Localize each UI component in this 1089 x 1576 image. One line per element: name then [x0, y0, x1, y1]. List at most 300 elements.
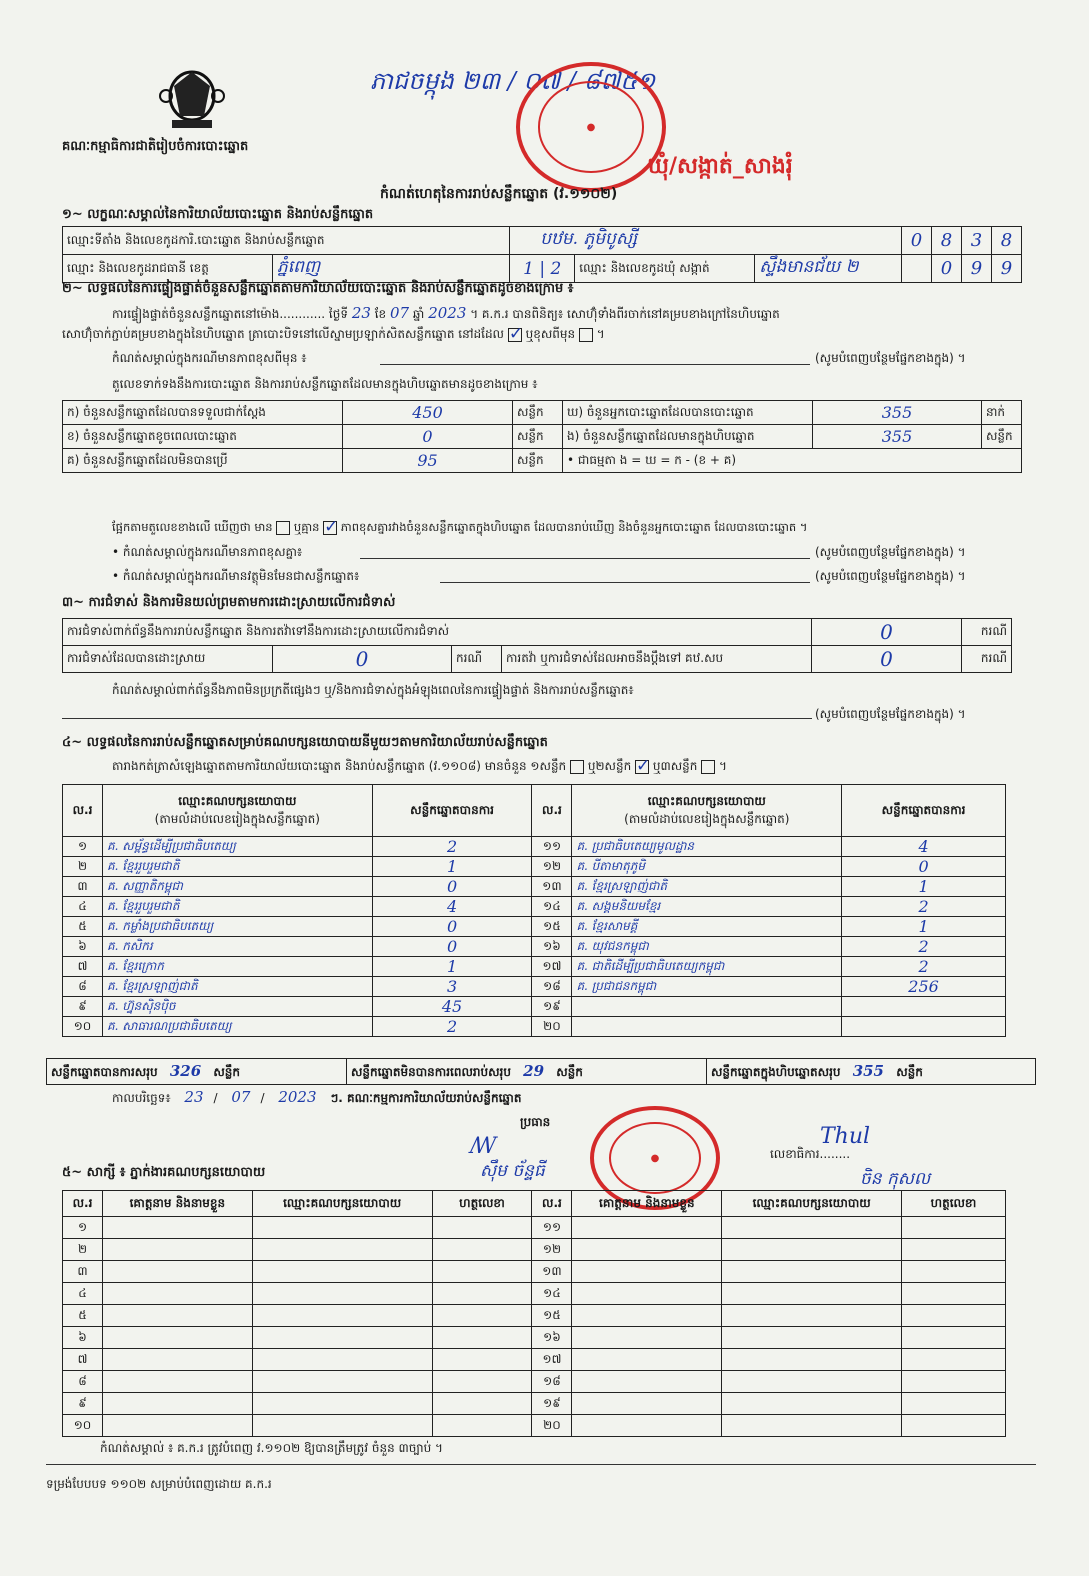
- witness-name-cell[interactable]: [102, 1217, 252, 1239]
- col-name: គោត្តនាម និងនាមខ្លួន: [572, 1191, 722, 1217]
- party-name: គ. ខ្មែររួបរួមជាតិ: [102, 897, 372, 917]
- form-title: កំណត់ហេតុនៃការរាប់សន្លឹកឆ្នោត (វ.១១០២): [380, 186, 618, 202]
- party-name: [572, 997, 842, 1017]
- totals-table: [46, 1058, 1036, 1085]
- handwritten-reference: ភាជចម្កុង ២៣ / ០៧ / ៨៧៥១: [370, 67, 656, 95]
- total-box-unit: សន្លឹក: [896, 1064, 923, 1079]
- witness-name-cell[interactable]: [102, 1415, 252, 1437]
- witness-party-cell[interactable]: [252, 1217, 432, 1239]
- witness-sign-cell[interactable]: [432, 1305, 532, 1327]
- row-no: ១៦: [532, 937, 572, 957]
- resolved-unit: ករណី: [452, 646, 502, 673]
- changed-label: ឬខុសពីមុន: [525, 327, 576, 341]
- witness-party-cell[interactable]: [252, 1371, 432, 1393]
- row-no: ១១: [532, 1217, 572, 1239]
- row-no: ៦: [63, 1327, 103, 1349]
- witness-party-cell[interactable]: [722, 1349, 902, 1371]
- party-name: គ. ខ្មែរស្រឡាញ់ជាតិ: [102, 977, 372, 997]
- witness-name-cell[interactable]: [572, 1415, 722, 1437]
- table-row: [63, 917, 1006, 937]
- row-no: ២០: [532, 1017, 572, 1037]
- witness-party-cell[interactable]: [722, 1217, 902, 1239]
- party-name: គ. សង្គមនិយមខ្មែរ: [572, 897, 842, 917]
- witness-name-cell[interactable]: [572, 1349, 722, 1371]
- three-sheet-checkbox[interactable]: [701, 760, 715, 774]
- row-no: ១៦: [532, 1327, 572, 1349]
- table-row: [63, 897, 1006, 917]
- witness-party-cell[interactable]: [252, 1349, 432, 1371]
- diff-text-a: ផ្អែកតាមតួលេខខាងលើ ឃើញថា មាន: [112, 520, 273, 534]
- figure-label: គ) ចំនួនសន្លឹកឆ្នោតដែលមិនបានប្រើ: [63, 449, 343, 473]
- witness-sign-cell[interactable]: [432, 1261, 532, 1283]
- witness-sign-cell[interactable]: [902, 1283, 1006, 1305]
- table-row: [63, 1017, 1006, 1037]
- col-party: [102, 785, 372, 837]
- party-name: គ. កសិករ: [102, 937, 372, 957]
- row-no: ៤: [63, 1283, 103, 1305]
- figure-label: ខ) ចំនួនសន្លឹកឆ្នោតខូចពេលបោះឆ្នោត: [63, 425, 343, 449]
- date-month: 07: [231, 1088, 251, 1106]
- row-no: ៤: [63, 897, 103, 917]
- footer-divider: [46, 1464, 1036, 1465]
- col-party: ឈ្មោះគណបក្សនយោបាយ: [252, 1191, 432, 1217]
- row-no: ១៤: [532, 897, 572, 917]
- one-sheet-checkbox[interactable]: [570, 760, 584, 774]
- row-no: ៧: [63, 957, 103, 977]
- verification-line: [112, 304, 780, 324]
- note-line: [360, 558, 810, 559]
- table-row: [63, 937, 1006, 957]
- irregularity-note: កំណត់សម្គាល់ពាក់ព័ន្ធនឹងភាពមិនប្រក្រតីផ្សេងៗ ឬ/និងការជំទាស់ក្នុងអំឡុងពេលនៃការផ្ទៀងផ្ទាត់ និងការរាប់សន្លឹកឆ្នោត៖: [112, 683, 634, 697]
- total-invalid-unit: សន្លឹក: [556, 1064, 583, 1079]
- row-no: ១៨: [532, 977, 572, 997]
- commune-label: ឈ្មោះ និងលេខកូដឃុំ សង្កាត់: [575, 255, 755, 283]
- row-no: ៩: [63, 1393, 103, 1415]
- total-valid-label: សន្លឹកឆ្នោតបានការសរុប: [51, 1064, 158, 1079]
- witness-name-cell[interactable]: [102, 1239, 252, 1261]
- verification-month: 07: [390, 304, 410, 322]
- row-no: ៣: [63, 877, 103, 897]
- col-party-sub: (តាមលំដាប់លេខរៀងក្នុងសន្លឹកឆ្នោត): [624, 811, 790, 826]
- witness-sign-cell[interactable]: [902, 1305, 1006, 1327]
- objections-table: [62, 618, 1012, 673]
- witness-sign-cell[interactable]: [432, 1415, 532, 1437]
- foreign-object-note: • កំណត់សម្គាល់ក្នុងករណីមានវត្ថុមិនមែនជាសន្លឹកឆ្នោត៖: [112, 569, 360, 583]
- witness-sign-cell[interactable]: [902, 1349, 1006, 1371]
- objection-label: ការជំទាស់ពាក់ព័ន្ធនឹងការរាប់សន្លឹកឆ្នោត និងការតវ៉ាទៅនឹងការដោះស្រាយលើការជំទាស់: [63, 619, 812, 646]
- row-no: ៣: [63, 1261, 103, 1283]
- section2-title: ២~ លទ្ធផលនៃការផ្ទៀងផ្ទាត់ចំនួនសន្លឹកឆ្នោតតាមការិយាល័យបោះឆ្នោត និងរាប់សន្លឹកឆ្នោតដូចខាងក្រោម ៖: [62, 281, 574, 296]
- figure-value: 355: [813, 401, 982, 425]
- vote-count: 1: [372, 957, 532, 977]
- party-name: គ. សាធារណប្រជាធិបតេយ្យ: [102, 1017, 372, 1037]
- vote-count: 2: [372, 837, 532, 857]
- section4-intro-line: តារាងកត់ត្រាសំឡេងឆ្នោតតាមការិយាល័យបោះឆ្នោត និងរាប់សន្លឹកឆ្នោត (វ.១១០៨) មានចំនួន ១សន្លឹក ឬ២សន្លឹក ✓ ឬ៣សន្លឹក ។: [112, 758, 727, 776]
- witness-sign-cell[interactable]: [902, 1393, 1006, 1415]
- vote-count: [842, 997, 1006, 1017]
- figures-table: [62, 400, 1022, 473]
- witness-name-cell[interactable]: [102, 1283, 252, 1305]
- table-row: [63, 1283, 1006, 1305]
- witness-sign-cell[interactable]: [432, 1239, 532, 1261]
- witness-party-cell[interactable]: [252, 1415, 432, 1437]
- witness-name-cell[interactable]: [572, 1393, 722, 1415]
- witness-party-cell[interactable]: [252, 1283, 432, 1305]
- org-name: គណៈកម្មាធិការជាតិរៀបចំការបោះឆ្នោត: [62, 139, 249, 154]
- no-difference-checkbox[interactable]: [323, 521, 337, 535]
- row-no: ៨: [63, 977, 103, 997]
- witness-sign-cell[interactable]: [902, 1415, 1006, 1437]
- vote-count: 2: [842, 897, 1006, 917]
- table-row: [63, 1217, 1006, 1239]
- commune-value: ស្ទឹងមានជ័យ ២: [755, 255, 902, 283]
- witness-party-cell[interactable]: [722, 1283, 902, 1305]
- witness-party-cell[interactable]: [252, 1239, 432, 1261]
- col-party-title: ឈ្មោះគណបក្សនយោបាយ: [647, 793, 766, 808]
- date-year: 2023: [278, 1088, 317, 1106]
- party-name: គ. ខ្មែរស្រឡាញ់ជាតិ: [572, 877, 842, 897]
- witness-table: [62, 1190, 1006, 1437]
- col-votes: សន្លឹកឆ្នោតបានការ: [842, 785, 1006, 837]
- table-row: [63, 1239, 1006, 1261]
- date-tail: ៗ. គណៈកម្មការការិយាល័យរាប់សន្លឹកឆ្នោត: [330, 1091, 522, 1105]
- commune-digit: 0: [932, 255, 962, 283]
- witness-name-cell[interactable]: [572, 1371, 722, 1393]
- section5-title: ៥~ សាក្សី ៖ ភ្នាក់ងារគណបក្សនយោបាយ: [62, 1165, 266, 1180]
- footnote: កំណត់សម្គាល់ ៖ គ.ក.រ ត្រូវបំពេញ វ.១១០២ ឱ្យបានត្រឹមត្រូវ ចំនួន ៣ច្បាប់ ។: [100, 1441, 443, 1455]
- location-label: ឈ្មោះទីតាំង និងលេខកូដការិ.បោះឆ្នោត និងរាប់សន្លឹកឆ្នោត: [63, 227, 510, 255]
- official-stamp-bottom: ●: [590, 1106, 720, 1210]
- row-no: ៦: [63, 937, 103, 957]
- seal-text: សោហ៊ុំចាក់ភ្ជាប់គម្របខាងក្នុងនៃហិបឆ្នោត ត្រាបោះបិទនៅលើស្នាមប្រឡាក់សិតសន្លឹកឆ្នោត នៅដដែល: [62, 327, 504, 341]
- col-party-title: ឈ្មោះគណបក្សនយោបាយ: [178, 793, 297, 808]
- figure-value: 95: [343, 449, 513, 473]
- two-sheet-checkbox[interactable]: [635, 760, 649, 774]
- witness-party-cell[interactable]: [722, 1239, 902, 1261]
- col-no: ល.រ: [532, 1191, 572, 1217]
- col-party-sub: (តាមលំដាប់លេខរៀងក្នុងសន្លឹកឆ្នោត): [154, 811, 320, 826]
- row-no: ១: [63, 1217, 103, 1239]
- secretary-signature: Thul: [820, 1124, 871, 1149]
- witness-sign-cell[interactable]: [432, 1371, 532, 1393]
- figure-label: ក) ចំនួនសន្លឹកឆ្នោតដែលបានទទួលជាក់ស្តែង: [63, 401, 343, 425]
- chair-signature: ꟿ: [470, 1134, 497, 1159]
- figure-unit: សន្លឹក: [513, 425, 563, 449]
- section3-title: ៣~ ការជំទាស់ និងការមិនយល់ព្រមតាមការដោះស្រាយលើការជំទាស់: [62, 595, 396, 610]
- verification-year: 2023: [428, 304, 467, 322]
- secretary-name: ចិន កុសល: [860, 1169, 931, 1189]
- province-code-digit: 1 | 2: [510, 255, 575, 283]
- witness-name-cell[interactable]: [102, 1261, 252, 1283]
- location-value: បឋម. ភូមិបូស្សី: [510, 227, 902, 255]
- witness-party-cell[interactable]: [252, 1327, 432, 1349]
- col-no: ល.រ: [532, 785, 572, 837]
- total-valid-value: 326: [169, 1061, 202, 1080]
- table-row: [63, 1305, 1006, 1327]
- row-no: ១៥: [532, 1305, 572, 1327]
- figure-unit: សន្លឹក: [982, 425, 1022, 449]
- vote-count: [842, 1017, 1006, 1037]
- appeal-label: ការតវ៉ា ឬការជំទាស់ដែលអាចនឹងប្តឹងទៅ គឋ.សប: [502, 646, 812, 673]
- witness-sign-cell[interactable]: [432, 1349, 532, 1371]
- vote-count: 0: [372, 877, 532, 897]
- row-no: ៧: [63, 1349, 103, 1371]
- verification-day: 23: [351, 304, 371, 322]
- total-box-label: សន្លឹកឆ្នោតក្នុងហិបឆ្នោតសរុប: [711, 1064, 841, 1079]
- fill-hint: (សូមបំពេញបន្ថែមផ្នែកខាងក្នុង) ។: [815, 707, 966, 721]
- row-no: ១៨: [532, 1371, 572, 1393]
- changed-checkbox[interactable]: [579, 328, 593, 342]
- figure-unit: នាក់: [982, 401, 1022, 425]
- witness-name-cell[interactable]: [572, 1217, 722, 1239]
- row-no: ១៣: [532, 1261, 572, 1283]
- row-no: ២: [63, 857, 103, 877]
- figure-value: 355: [813, 425, 982, 449]
- table-row: [63, 1261, 1006, 1283]
- witness-sign-cell[interactable]: [902, 1327, 1006, 1349]
- total-valid-unit: សន្លឹក: [213, 1064, 240, 1079]
- vote-count: 1: [842, 877, 1006, 897]
- witness-name-cell[interactable]: [102, 1349, 252, 1371]
- col-votes: សន្លឹកឆ្នោតបានការ: [372, 785, 532, 837]
- vote-count: 0: [372, 917, 532, 937]
- total-box-cell: [707, 1059, 1036, 1085]
- figure-label: ង) ចំនួនសន្លឹកឆ្នោតដែលមានក្នុងហិបឆ្នោត: [563, 425, 813, 449]
- appeal-unit: ករណី: [962, 646, 1012, 673]
- total-invalid-cell: [347, 1059, 707, 1085]
- seal-line: សោហ៊ុំចាក់ភ្ជាប់គម្របខាងក្នុងនៃហិបឆ្នោត ត្រាបោះបិទនៅលើស្នាមប្រឡាក់សិតសន្លឹកឆ្នោត នៅដដែល ✓ ឬខុសពីមុន ។: [62, 326, 605, 344]
- total-box-value: 355: [852, 1061, 884, 1080]
- figure-unit: សន្លឹក: [513, 449, 563, 473]
- witness-sign-cell[interactable]: [902, 1371, 1006, 1393]
- row-no: ១៣: [532, 877, 572, 897]
- diff-text-c: ភាពខុសគ្នារវាងចំនួនសន្លឹកឆ្នោតក្នុងហិបឆ្នោត ដែលបានរាប់ឃើញ និងចំនួនអ្នកបោះឆ្នោត ដែលបានបោះឆ្នោត ។: [340, 520, 808, 534]
- three-sheet-label: ឬ៣សន្លឹក: [652, 759, 698, 773]
- location-digit: 8: [992, 227, 1022, 255]
- figure-value: 450: [343, 401, 513, 425]
- table-row: [63, 977, 1006, 997]
- vote-count: 2: [842, 937, 1006, 957]
- vote-count: 3: [372, 977, 532, 997]
- row-no: ១២: [532, 857, 572, 877]
- row-no: ៥: [63, 917, 103, 937]
- col-name: គោត្តនាម និងនាមខ្លួន: [102, 1191, 252, 1217]
- witness-party-cell[interactable]: [722, 1305, 902, 1327]
- party-name: គ. កម្លាំងប្រជាធិបតេយ្យ: [102, 917, 372, 937]
- witness-party-cell[interactable]: [722, 1393, 902, 1415]
- col-party: ឈ្មោះគណបក្សនយោបាយ: [722, 1191, 902, 1217]
- section4-intro: តារាងកត់ត្រាសំឡេងឆ្នោតតាមការិយាល័យបោះឆ្នោត និងរាប់សន្លឹកឆ្នោត (វ.១១០៨) មានចំនួន ១សន្លឹក: [112, 759, 567, 773]
- vote-count: 0: [372, 937, 532, 957]
- party-name: [572, 1017, 842, 1037]
- witness-name-cell[interactable]: [102, 1327, 252, 1349]
- witness-party-cell[interactable]: [252, 1261, 432, 1283]
- party-name: គ. បីតាមាតុភូមិ: [572, 857, 842, 877]
- witness-party-cell[interactable]: [722, 1371, 902, 1393]
- chair-name: ស៊ឹម ច័ន្ទធី: [480, 1161, 545, 1181]
- section1-table: [62, 226, 1022, 283]
- official-stamp-top: ●: [516, 62, 666, 192]
- commune-digit: 9: [992, 255, 1022, 283]
- table-row: [63, 1371, 1006, 1393]
- row-no: ៨: [63, 1371, 103, 1393]
- vote-count: 2: [372, 1017, 532, 1037]
- col-party: [572, 785, 842, 837]
- objection-value: 0: [812, 619, 962, 646]
- province-label: ឈ្មោះ និងលេខកូដរាជធានី ខេត្ត: [63, 255, 273, 283]
- resolved-label: ការជំទាស់ដែលបានដោះស្រាយ: [63, 646, 273, 673]
- total-invalid-label: សន្លឹកឆ្នោតមិនបានការពេលរាប់សរុប: [351, 1064, 511, 1079]
- formula: • ជាធម្មតា ង = ឃ = ក - (ខ + គ): [563, 449, 1022, 473]
- difference-line: [112, 520, 807, 537]
- verification-text: ការផ្ទៀងផ្ទាត់ចំនួនសន្លឹកឆ្នោតនៅម៉ោង............ ថ្ងៃទី: [112, 307, 348, 321]
- appeal-value: 0: [812, 646, 962, 673]
- party-name: គ. ប្រជាជនកម្ពុជា: [572, 977, 842, 997]
- section1-title: ១~ លក្ខណៈសម្គាល់នៃការិយាល័យបោះឆ្នោត និងរាប់សន្លឹកឆ្នោត: [62, 207, 374, 222]
- diff-text-b: ឬគ្មាន: [293, 520, 320, 534]
- figure-label: ឃ) ចំនួនអ្នកបោះឆ្នោតដែលបានបោះឆ្នោត: [563, 401, 813, 425]
- resolved-value: 0: [273, 646, 452, 673]
- vote-count: 45: [372, 997, 532, 1017]
- secretary-label-text: លេខាធិការ: [770, 1147, 820, 1161]
- witness-sign-cell[interactable]: [432, 1393, 532, 1415]
- witness-name-cell[interactable]: [572, 1283, 722, 1305]
- witness-sign-cell[interactable]: [432, 1283, 532, 1305]
- location-digit: 3: [962, 227, 992, 255]
- witness-name-cell[interactable]: [572, 1327, 722, 1349]
- party-name: គ. ខ្មែរក្រោក: [102, 957, 372, 977]
- row-no: ១៩: [532, 997, 572, 1017]
- row-no: ២: [63, 1239, 103, 1261]
- witness-sign-cell[interactable]: [902, 1217, 1006, 1239]
- row-no: ១៧: [532, 957, 572, 977]
- vote-count: 2: [842, 957, 1006, 977]
- footer: ទម្រង់បែបបទ ១១០២ សម្រាប់បំពេញដោយ គ.ក.រ: [46, 1477, 272, 1491]
- date-line: កាលបរិច្ឆេទ៖ 23 / 07 / 2023 ៗ. គណៈកម្មការការិយាល័យរាប់សន្លឹកឆ្នោត: [112, 1088, 522, 1106]
- witness-name-cell[interactable]: [102, 1305, 252, 1327]
- witness-sign-cell[interactable]: [902, 1261, 1006, 1283]
- note-line: [380, 364, 810, 365]
- table-row: [63, 877, 1006, 897]
- table-row: [63, 857, 1006, 877]
- row-no: ១៥: [532, 917, 572, 937]
- party-name: គ. ប្រជាធិបតេយ្យមូលដ្ឋាន: [572, 837, 842, 857]
- figure-unit: សន្លឹក: [513, 401, 563, 425]
- row-no: ១២: [532, 1239, 572, 1261]
- total-valid-cell: [47, 1059, 347, 1085]
- note-line: [440, 582, 810, 583]
- witness-sign-cell[interactable]: [432, 1327, 532, 1349]
- fill-hint: (សូមបំពេញបន្ថែមផ្នែកខាងក្នុង) ។: [815, 545, 966, 559]
- secretary-label: លេខាធិការ........: [770, 1147, 851, 1161]
- province-value: ភ្នំពេញ: [273, 255, 510, 283]
- witness-party-cell[interactable]: [252, 1393, 432, 1415]
- figure-value: 0: [343, 425, 513, 449]
- table-row: [63, 1393, 1006, 1415]
- commune-digit: 9: [962, 255, 992, 283]
- table-row: [63, 1327, 1006, 1349]
- col-no: ល.រ: [63, 1191, 103, 1217]
- location-digit: 8: [932, 227, 962, 255]
- year-label: ឆ្នាំ: [412, 307, 425, 321]
- has-difference-checkbox[interactable]: [276, 521, 290, 535]
- table-row: [63, 1349, 1006, 1371]
- vote-count: 1: [372, 857, 532, 877]
- two-sheet-label: ឬ២សន្លឹក: [587, 759, 632, 773]
- party-name: គ. សម្ព័ន្ធដើម្បីប្រជាធិបតេយ្យ: [102, 837, 372, 857]
- row-no: ១១: [532, 837, 572, 857]
- party-name: គ. ខ្មែររួបរួមជាតិ: [102, 857, 372, 877]
- figures-intro: តួលេខទាក់ទងនឹងការបោះឆ្នោត និងការរាប់សន្លឹកឆ្នោតដែលមានក្នុងហិបឆ្នោតមានដូចខាងក្រោម ៖: [112, 377, 538, 391]
- chair-label: ប្រធាន: [520, 1115, 551, 1129]
- commune-digit-spacer: [902, 255, 932, 283]
- witness-sign-cell[interactable]: [902, 1239, 1006, 1261]
- unchanged-checkbox[interactable]: [508, 328, 522, 342]
- table-row: [63, 837, 1006, 857]
- row-no: ៥: [63, 1305, 103, 1327]
- party-name: គ. ជាតិដើម្បីប្រជាធិបតេយ្យកម្ពុជា: [572, 957, 842, 977]
- vote-count: 0: [842, 857, 1006, 877]
- witness-name-cell[interactable]: [572, 1305, 722, 1327]
- witness-name-cell[interactable]: [102, 1393, 252, 1415]
- party-name: គ. ហ្វ៊ុនស៊ិនប៉ិច: [102, 997, 372, 1017]
- difference-note: • កំណត់សម្គាល់ក្នុងករណីមានភាពខុសគ្នា៖: [112, 545, 303, 559]
- witness-party-cell[interactable]: [252, 1305, 432, 1327]
- vote-count: 256: [842, 977, 1006, 997]
- row-no: ២០: [532, 1415, 572, 1437]
- location-digit: 0: [902, 227, 932, 255]
- col-sign: ហត្ថលេខា: [432, 1191, 532, 1217]
- vote-count: 4: [842, 837, 1006, 857]
- results-table: [62, 784, 1006, 1037]
- section4-title: ៤~ លទ្ធផលនៃការរាប់សន្លឹកឆ្នោតសម្រាប់គណបក្សនយោបាយនីមួយៗតាមការិយាល័យរាប់សន្លឹកឆ្នោត: [62, 735, 548, 750]
- emblem-icon: [152, 66, 232, 132]
- vote-count: 4: [372, 897, 532, 917]
- witness-name-cell[interactable]: [572, 1261, 722, 1283]
- red-handwritten-label: ឃុំ/សង្កាត់_សាងរុំ: [648, 154, 793, 179]
- party-name: គ. ខ្មែរសាមគ្គី: [572, 917, 842, 937]
- party-name: គ. យុវជនកម្ពុជា: [572, 937, 842, 957]
- total-invalid-value: 29: [523, 1061, 545, 1080]
- table-row: [63, 957, 1006, 977]
- date-label: កាលបរិច្ឆេទ៖: [112, 1091, 171, 1105]
- objection-unit: ករណី: [962, 619, 1012, 646]
- fill-hint: (សូមបំពេញបន្ថែមផ្នែកខាងក្នុង) ។: [815, 351, 966, 365]
- row-no: ៩: [63, 997, 103, 1017]
- row-no: ១០: [63, 1017, 103, 1037]
- row-no: ១៤: [532, 1283, 572, 1305]
- col-sign: ហត្ថលេខា: [902, 1191, 1006, 1217]
- witness-party-cell[interactable]: [722, 1415, 902, 1437]
- row-no: ១០: [63, 1415, 103, 1437]
- vote-count: 1: [842, 917, 1006, 937]
- date-day: 23: [184, 1088, 204, 1106]
- row-no: ១៩: [532, 1393, 572, 1415]
- witness-party-cell[interactable]: [722, 1327, 902, 1349]
- table-row: [63, 1415, 1006, 1437]
- party-name: គ. សញ្ញាតិកម្ពុជា: [102, 877, 372, 897]
- fill-hint: (សូមបំពេញបន្ថែមផ្នែកខាងក្នុង) ។: [815, 569, 966, 583]
- witness-party-cell[interactable]: [722, 1261, 902, 1283]
- witness-name-cell[interactable]: [572, 1239, 722, 1261]
- verification-text-end: ។ គ.ក.រ បានពិនិត្យ៖ សោហ៊ុំទាំងពីរចាក់នៅគម្របខាងក្រៅនៃហិបឆ្នោត: [470, 307, 780, 321]
- table-row: [63, 997, 1006, 1017]
- change-note: កំណត់សម្គាល់ក្នុងករណីមានភាពខុសពីមុន ៖: [112, 351, 307, 365]
- row-no: ១: [63, 837, 103, 857]
- col-no: ល.រ: [63, 785, 103, 837]
- witness-sign-cell[interactable]: [432, 1217, 532, 1239]
- witness-name-cell[interactable]: [102, 1371, 252, 1393]
